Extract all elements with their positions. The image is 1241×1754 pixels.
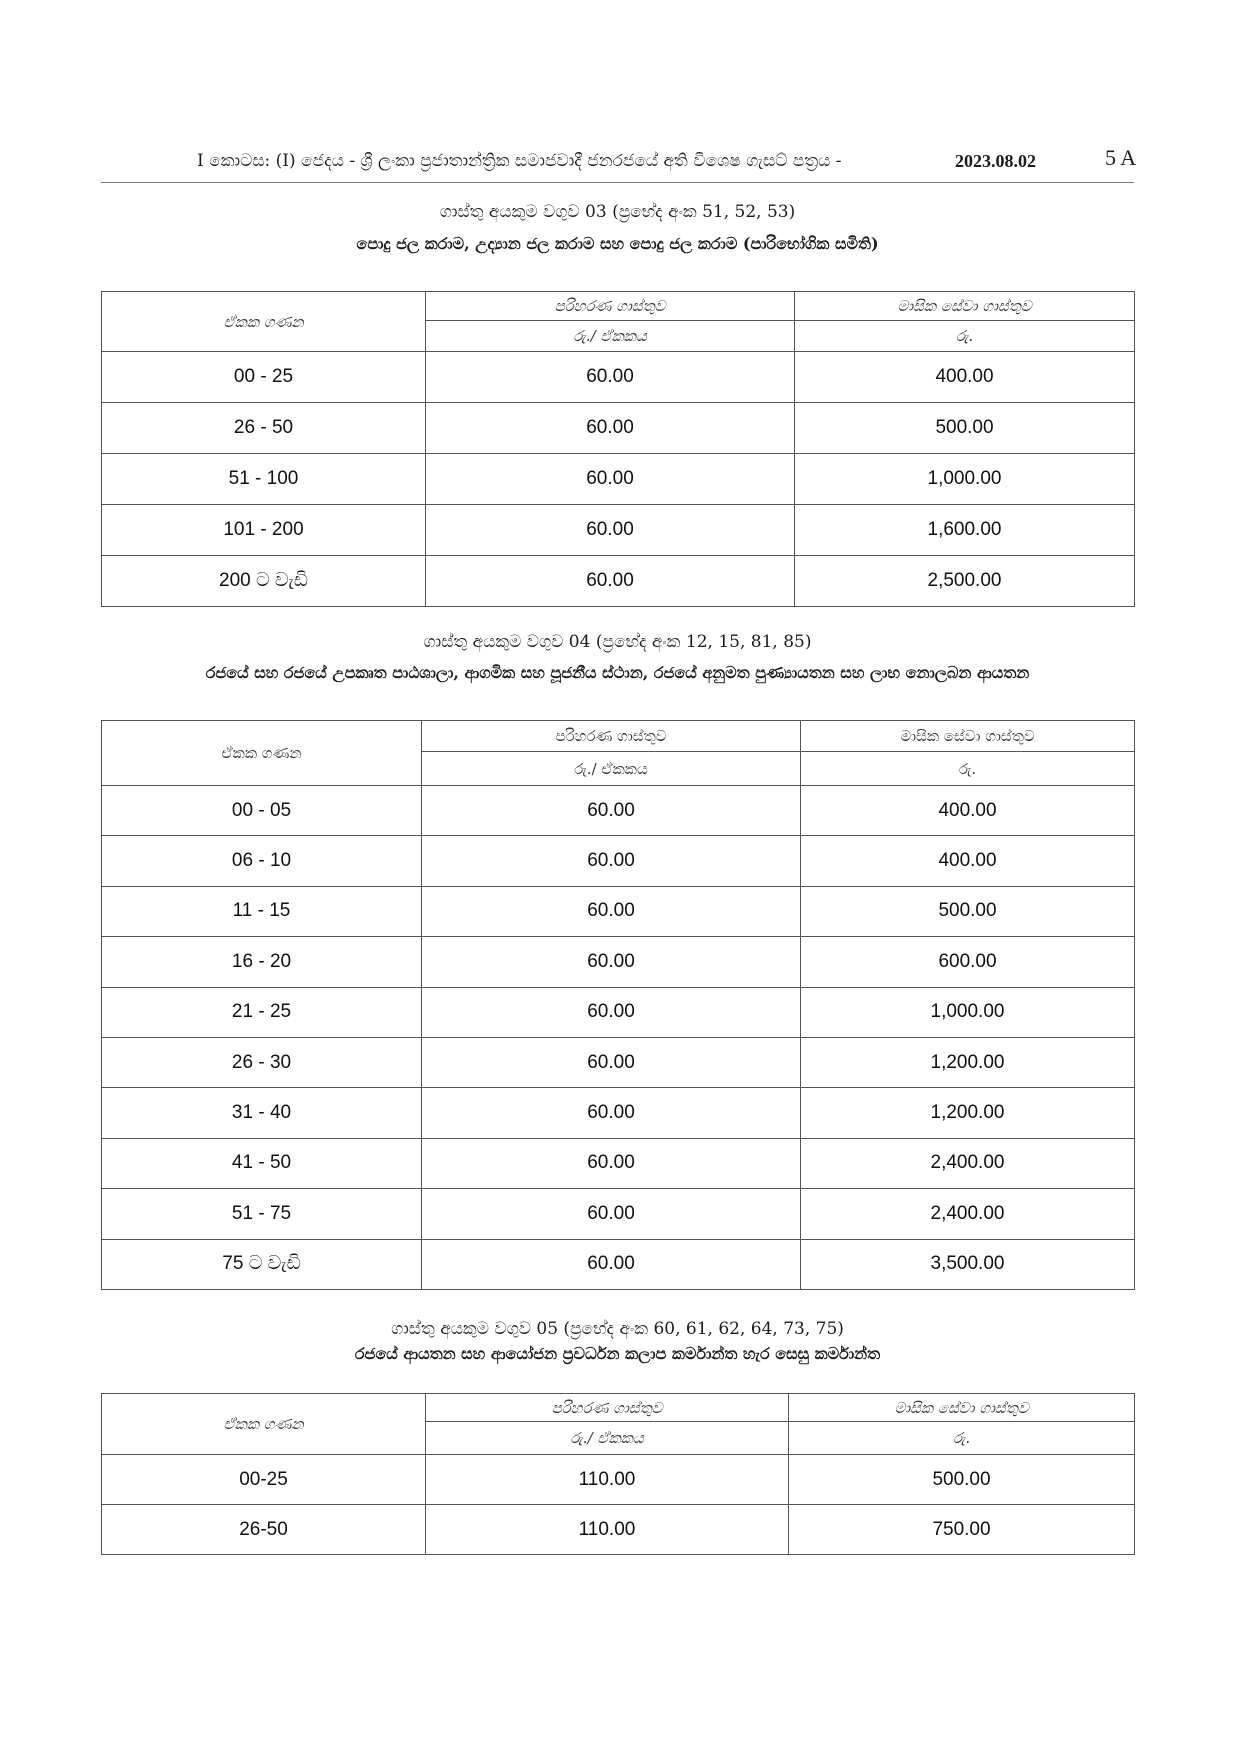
table-head xyxy=(102,292,1135,352)
monthly-service-charge-cell: 1,200.00 xyxy=(801,1037,1135,1087)
monthly-service-charge-cell: 500.00 xyxy=(795,403,1135,454)
table-head xyxy=(102,1394,1135,1455)
usage-charge-cell: 60.00 xyxy=(422,786,801,836)
usage-charge-column-header: පරිහරණ ගාස්තුව xyxy=(426,292,795,321)
monthly-service-charge-cell: 2,400.00 xyxy=(801,1189,1135,1239)
usage-charge-cell: 60.00 xyxy=(422,1138,801,1188)
table-row xyxy=(102,556,1135,607)
monthly-service-charge-column-header: මාසික සේවා ගාස්තුව xyxy=(795,292,1135,321)
monthly-service-charge-cell: 400.00 xyxy=(801,786,1135,836)
units-cell: 26 - 50 xyxy=(102,403,426,454)
table-row xyxy=(102,1088,1135,1138)
usage-charge-unit: රු./ ඒකකය xyxy=(422,752,801,786)
monthly-service-charge-cell: 1,600.00 xyxy=(795,505,1135,556)
table-body xyxy=(102,786,1135,1290)
units-cell: 51 - 75 xyxy=(102,1189,422,1239)
table-header-row xyxy=(102,1394,1135,1422)
table-header-row xyxy=(102,721,1135,752)
usage-charge-cell: 60.00 xyxy=(422,1189,801,1239)
monthly-service-charge-cell: 2,500.00 xyxy=(795,556,1135,607)
usage-charge-cell: 60.00 xyxy=(426,403,795,454)
tariff-table-05 xyxy=(101,1393,1135,1555)
monthly-service-charge-cell: 2,400.00 xyxy=(801,1138,1135,1188)
usage-charge-cell: 60.00 xyxy=(426,505,795,556)
usage-charge-cell: 60.00 xyxy=(422,1037,801,1087)
units-cell: 75 ට වැඩි xyxy=(102,1239,422,1289)
monthly-service-charge-cell: 1,200.00 xyxy=(801,1088,1135,1138)
units-cell: 26-50 xyxy=(102,1505,426,1555)
table-row xyxy=(102,505,1135,556)
usage-charge-cell: 60.00 xyxy=(426,454,795,505)
tariff-table-05-subtitle: රජයේ ආයතන සහ ආයෝජන ප්‍රවර්ධන කලාප කර්මාන්ත හැර සෙසු කර්මාන්ත xyxy=(354,1344,881,1363)
monthly-service-charge-unit: රු. xyxy=(801,752,1135,786)
usage-charge-cell: 60.00 xyxy=(422,1239,801,1289)
header-divider xyxy=(101,182,1134,183)
units-cell: 11 - 15 xyxy=(102,886,422,936)
table-row xyxy=(102,1037,1135,1087)
usage-charge-unit: රු./ ඒකකය xyxy=(426,321,795,352)
tariff-table-03-title: ගාස්තු අයකුම වගුව 03 (ප්‍රභේද අංක 51, 52, 53) xyxy=(439,202,796,222)
units-cell: 51 - 100 xyxy=(102,454,426,505)
monthly-service-charge-cell: 500.00 xyxy=(801,886,1135,936)
tariff-table-04 xyxy=(101,720,1135,1290)
table-header-row xyxy=(102,292,1135,321)
monthly-service-charge-unit: රු. xyxy=(795,321,1135,352)
table-row xyxy=(102,1138,1135,1188)
usage-charge-cell: 60.00 xyxy=(422,937,801,987)
table-row xyxy=(102,1239,1135,1289)
units-cell: 00 - 25 xyxy=(102,352,426,403)
table-row xyxy=(102,937,1135,987)
units-column-header: ඒකක ගණන xyxy=(102,292,426,352)
tariff-table-03 xyxy=(101,291,1135,607)
units-cell: 06 - 10 xyxy=(102,836,422,886)
units-cell: 00 - 05 xyxy=(102,786,422,836)
table-head xyxy=(102,721,1135,786)
usage-charge-cell: 60.00 xyxy=(426,352,795,403)
usage-charge-cell: 60.00 xyxy=(422,836,801,886)
units-cell: 00-25 xyxy=(102,1455,426,1505)
table-row xyxy=(102,403,1135,454)
units-column-header: ඒකක ගණන xyxy=(102,1394,426,1455)
table-row xyxy=(102,1455,1135,1505)
gazette-header-title: I කොටස: (I) ජෙදය - ශ්‍රී ලංකා ප්‍රජාතාන්ත්‍රික සමාජවාදී ජනරජයේ අති විශෙෂ ගැසට් පත්‍රය - xyxy=(197,151,842,171)
table-row xyxy=(102,886,1135,936)
monthly-service-charge-cell: 500.00 xyxy=(789,1455,1135,1505)
units-cell: 16 - 20 xyxy=(102,937,422,987)
monthly-service-charge-cell: 1,000.00 xyxy=(801,987,1135,1037)
table-body xyxy=(102,352,1135,607)
units-column-header: ඒකක ගණන xyxy=(102,721,422,786)
usage-charge-column-header: පරිහරණ ගාස්තුව xyxy=(422,721,801,752)
table-row xyxy=(102,352,1135,403)
usage-charge-cell: 110.00 xyxy=(426,1505,789,1555)
usage-charge-column-header: පරිහරණ ගාස්තුව xyxy=(426,1394,789,1422)
usage-charge-cell: 60.00 xyxy=(422,1088,801,1138)
units-cell: 26 - 30 xyxy=(102,1037,422,1087)
monthly-service-charge-cell: 400.00 xyxy=(801,836,1135,886)
table-body xyxy=(102,1455,1135,1555)
gazette-date: 2023.08.02 xyxy=(955,151,1036,171)
units-cell: 41 - 50 xyxy=(102,1138,422,1188)
monthly-service-charge-cell: 600.00 xyxy=(801,937,1135,987)
page-number: 5 A xyxy=(1105,145,1137,170)
table-row xyxy=(102,1505,1135,1555)
monthly-service-charge-column-header: මාසික සේවා ගාස්තුව xyxy=(801,721,1135,752)
units-cell: 21 - 25 xyxy=(102,987,422,1037)
tariff-table-04-subtitle: රජයේ සහ රජයේ උපකෘත පාඨශාලා, ආගමික සහ පූජනීය ස්ථාන, රජයේ අනුමත පුණ්‍යායතන සහ ලාභ නොලබන ආයතන xyxy=(205,663,1030,682)
tariff-table-04-title: ගාස්තු අයකුම වගුව 04 (ප්‍රභේද අංක 12, 15, 81, 85) xyxy=(423,632,812,652)
monthly-service-charge-unit: රු. xyxy=(789,1422,1135,1455)
units-cell: 200 ට වැඩි xyxy=(102,556,426,607)
usage-charge-cell: 110.00 xyxy=(426,1455,789,1505)
units-cell: 101 - 200 xyxy=(102,505,426,556)
table-row xyxy=(102,987,1135,1037)
table-row xyxy=(102,1189,1135,1239)
monthly-service-charge-cell: 400.00 xyxy=(795,352,1135,403)
usage-charge-cell: 60.00 xyxy=(422,987,801,1037)
monthly-service-charge-cell: 1,000.00 xyxy=(795,454,1135,505)
table-row xyxy=(102,836,1135,886)
usage-charge-unit: රු./ ඒකකය xyxy=(426,1422,789,1455)
units-cell: 31 - 40 xyxy=(102,1088,422,1138)
usage-charge-cell: 60.00 xyxy=(426,556,795,607)
tariff-table-03-subtitle: පොදු ජල කරාම, උද්‍යාන ජල කරාම සහ පොදු ජල කරාම (පාරිභෝගික සමිති) xyxy=(356,234,879,253)
monthly-service-charge-cell: 3,500.00 xyxy=(801,1239,1135,1289)
usage-charge-cell: 60.00 xyxy=(422,886,801,936)
table-row xyxy=(102,454,1135,505)
tariff-table-05-title: ගාස්තු අයකුම වගුව 05 (ප්‍රභේද අංක 60, 61, 62, 64, 73, 75) xyxy=(391,1319,844,1339)
table-row xyxy=(102,786,1135,836)
monthly-service-charge-column-header: මාසික සේවා ගාස්තුව xyxy=(789,1394,1135,1422)
monthly-service-charge-cell: 750.00 xyxy=(789,1505,1135,1555)
